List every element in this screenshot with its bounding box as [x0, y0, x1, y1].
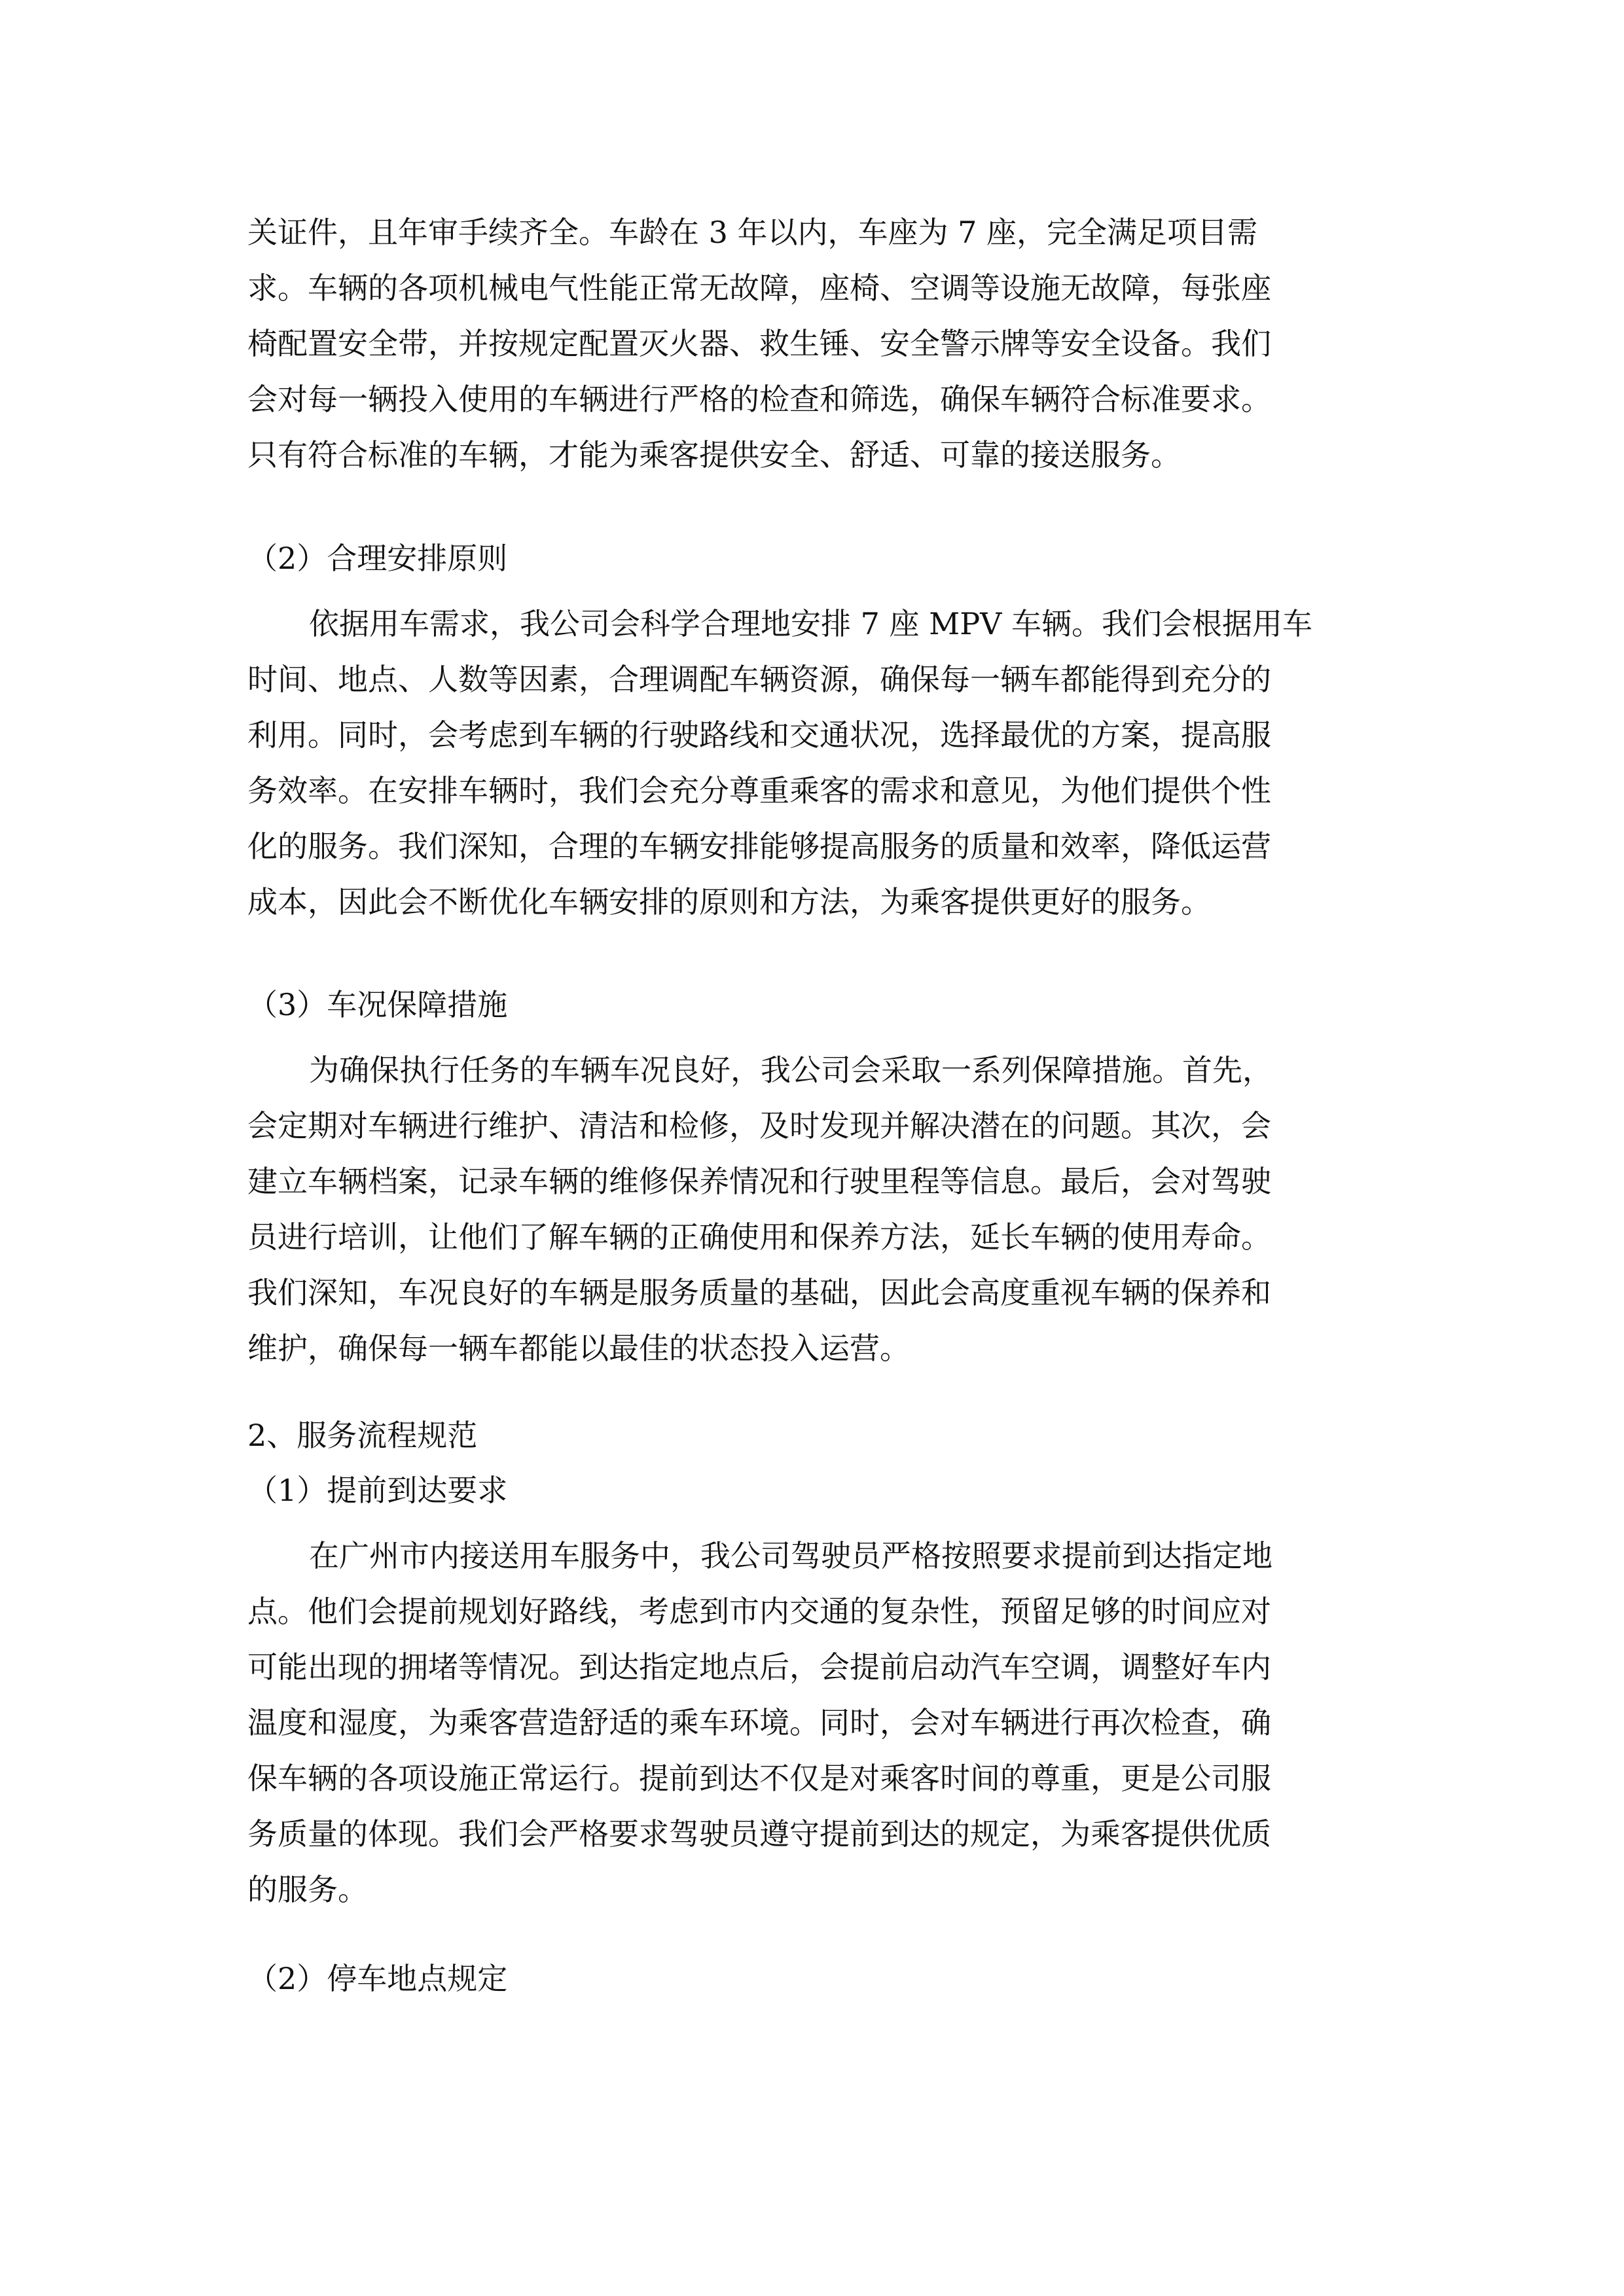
paragraph-line: 时间、地点、人数等因素，合理调配车辆资源，确保每一辆车都能得到充分的 [247, 662, 1271, 697]
paragraph-line: 求。车辆的各项机械电气性能正常无故障，座椅、空调等设施无故障，每张座 [247, 270, 1271, 306]
paragraph-line: 椅配置安全带，并按规定配置灭火器、救生锤、安全警示牌等安全设备。我们 [247, 326, 1271, 361]
paragraph-line: 保车辆的各项设施正常运行。提前到达不仅是对乘客时间的尊重，更是公司服 [247, 1761, 1271, 1796]
paragraph-line: 关证件，且年审手续齐全。车龄在 3 年以内，车座为 7 座，完全满足项目需 [247, 215, 1258, 250]
subheading-parking-location: （2）停车地点规定 [247, 1961, 508, 1996]
paragraph-line: 为确保执行任务的车辆车况良好，我公司会采取一系列保障措施。首先， [309, 1052, 1272, 1088]
paragraph-line: 务效率。在安排车辆时，我们会充分尊重乘客的需求和意见，为他们提供个性 [247, 773, 1271, 808]
paragraph-line: 在广州市内接送用车服务中，我公司驾驶员严格按照要求提前到达指定地 [309, 1538, 1272, 1573]
paragraph-line: 只有符合标准的车辆，才能为乘客提供安全、舒适、可靠的接送服务。 [247, 437, 1181, 473]
paragraph-line: 依据用车需求，我公司会科学合理地安排 7 座 MPV 车辆。我们会根据用车 [309, 606, 1313, 641]
paragraph-line: 会对每一辆投入使用的车辆进行严格的检查和筛选，确保车辆符合标准要求。 [247, 382, 1271, 417]
paragraph-line: 维护，确保每一辆车都能以最佳的状态投入运营。 [247, 1331, 910, 1366]
paragraph-line: 建立车辆档案，记录车辆的维修保养情况和行驶里程等信息。最后，会对驾驶 [247, 1164, 1271, 1199]
paragraph-line: 可能出现的拥堵等情况。到达指定地点后，会提前启动汽车空调，调整好车内 [247, 1649, 1271, 1685]
paragraph-line: 我们深知，车况良好的车辆是服务质量的基础，因此会高度重视车辆的保养和 [247, 1275, 1271, 1310]
subheading-vehicle-condition: （3）车况保障措施 [247, 987, 508, 1022]
subheading-reasonable-arrangement: （2）合理安排原则 [247, 541, 508, 576]
paragraph-line: 的服务。 [247, 1872, 368, 1907]
paragraph-line: 会定期对车辆进行维护、清洁和检修，及时发现并解决潜在的问题。其次，会 [247, 1108, 1271, 1143]
paragraph-line: 务质量的体现。我们会严格要求驾驶员遵守提前到达的规定，为乘客提供优质 [247, 1816, 1271, 1852]
section-title-service-process: 2、服务流程规范 [247, 1418, 478, 1453]
paragraph-line: 员进行培训，让他们了解车辆的正确使用和保养方法，延长车辆的使用寿命。 [247, 1219, 1271, 1255]
paragraph-line: 温度和湿度，为乘客营造舒适的乘车环境。同时，会对车辆进行再次检查，确 [247, 1705, 1271, 1740]
paragraph-line: 利用。同时，会考虑到车辆的行驶路线和交通状况，选择最优的方案，提高服 [247, 717, 1271, 753]
subheading-early-arrival: （1）提前到达要求 [247, 1473, 508, 1508]
paragraph-line: 成本，因此会不断优化车辆安排的原则和方法，为乘客提供更好的服务。 [247, 884, 1211, 920]
paragraph-line: 化的服务。我们深知，合理的车辆安排能够提高服务的质量和效率，降低运营 [247, 829, 1271, 864]
paragraph-line: 点。他们会提前规划好路线，考虑到市内交通的复杂性，预留足够的时间应对 [247, 1594, 1271, 1629]
